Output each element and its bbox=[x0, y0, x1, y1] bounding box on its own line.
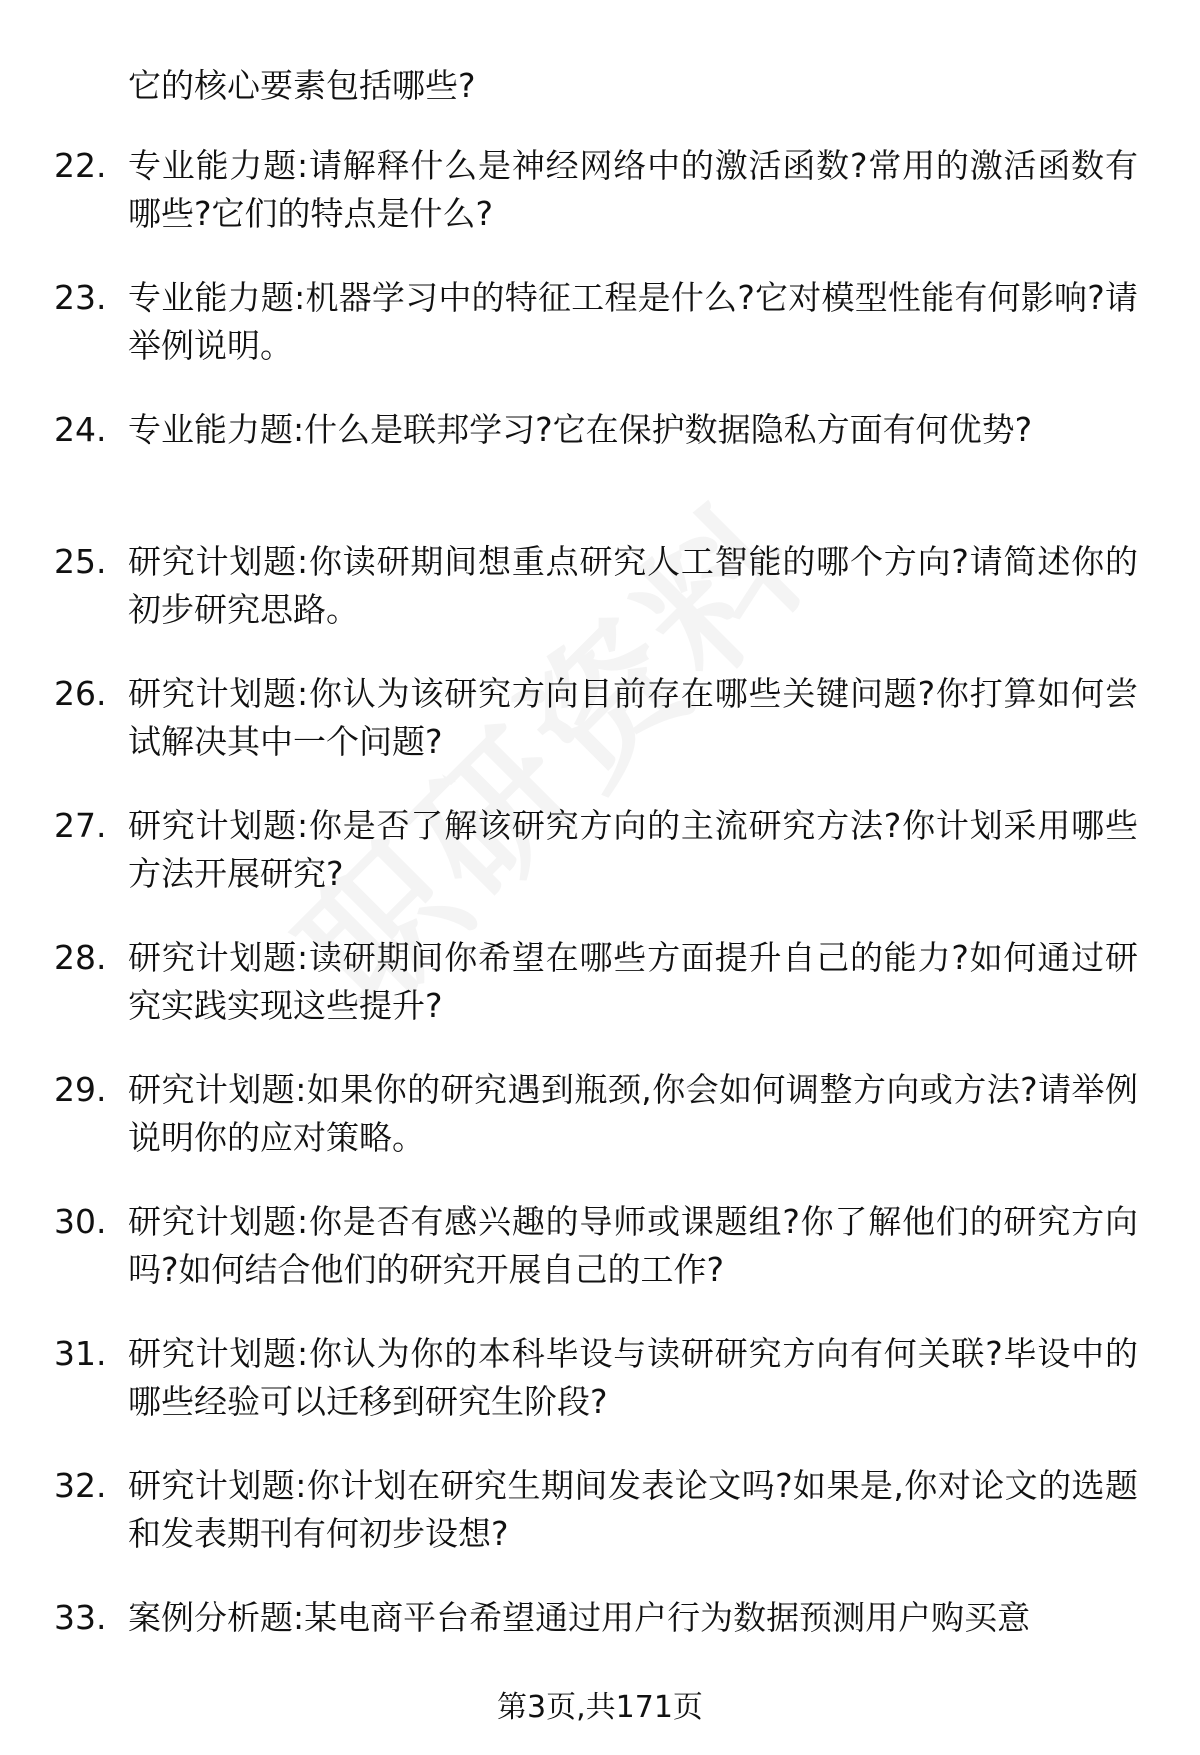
question-text: 研究计划题:你计划在研究生期间发表论文吗?如果是,你对论文的选题和发表期刊有何初步设想? bbox=[128, 1466, 1138, 1553]
question-text: 研究计划题:如果你的研究遇到瓶颈,你会如何调整方向或方法?请举例说明你的应对策略。 bbox=[128, 1070, 1138, 1157]
question-text: 专业能力题:什么是联邦学习?它在保护数据隐私方面有何优势? bbox=[128, 410, 1033, 449]
list-item bbox=[0, 1198, 1200, 1330]
question-number: 26. bbox=[54, 674, 107, 713]
question-number: 29. bbox=[54, 1070, 107, 1109]
list-item bbox=[0, 142, 1200, 274]
question-number: 31. bbox=[54, 1334, 107, 1373]
list-item bbox=[0, 406, 1200, 538]
question-text: 专业能力题:请解释什么是神经网络中的激活函数?常用的激活函数有哪些?它们的特点是什么? bbox=[128, 146, 1138, 233]
question-text: 研究计划题:你是否有感兴趣的导师或课题组?你了解他们的研究方向吗?如何结合他们的研究开展自己的工作? bbox=[128, 1202, 1138, 1289]
question-text: 研究计划题:你认为你的本科毕设与读研研究方向有何关联?毕设中的哪些经验可以迁移到研究生阶段? bbox=[128, 1334, 1138, 1421]
list-item bbox=[0, 538, 1200, 670]
question-number: 25. bbox=[54, 542, 107, 581]
question-text: 研究计划题:你读研期间想重点研究人工智能的哪个方向?请简述你的初步研究思路。 bbox=[128, 542, 1138, 629]
question-text: 研究计划题:读研期间你希望在哪些方面提升自己的能力?如何通过研究实践实现这些提升? bbox=[128, 938, 1138, 1025]
list-item bbox=[0, 934, 1200, 1066]
list-item bbox=[0, 670, 1200, 802]
question-number: 24. bbox=[54, 410, 107, 449]
carryover-line: 它的核心要素包括哪些? bbox=[128, 66, 476, 105]
list-item bbox=[0, 1462, 1200, 1594]
question-text: 研究计划题:你是否了解该研究方向的主流研究方法?你计划采用哪些方法开展研究? bbox=[128, 806, 1138, 893]
page-footer: 第3页,共171页 bbox=[497, 1690, 703, 1725]
list-item bbox=[0, 1330, 1200, 1462]
question-number: 22. bbox=[54, 146, 107, 185]
list-item bbox=[0, 1066, 1200, 1198]
question-number: 32. bbox=[54, 1466, 107, 1505]
question-list bbox=[0, 142, 1200, 1726]
question-number: 23. bbox=[54, 278, 107, 317]
question-number: 27. bbox=[54, 806, 107, 845]
question-text: 案例分析题:某电商平台希望通过用户行为数据预测用户购买意 bbox=[128, 1598, 1031, 1637]
question-number: 33. bbox=[54, 1598, 107, 1637]
question-number: 28. bbox=[54, 938, 107, 977]
question-text: 专业能力题:机器学习中的特征工程是什么?它对模型性能有何影响?请举例说明。 bbox=[128, 278, 1138, 365]
question-text: 研究计划题:你认为该研究方向目前存在哪些关键问题?你打算如何尝试解决其中一个问题? bbox=[128, 674, 1138, 761]
list-item bbox=[0, 802, 1200, 934]
question-number: 30. bbox=[54, 1202, 107, 1241]
list-item bbox=[0, 274, 1200, 406]
